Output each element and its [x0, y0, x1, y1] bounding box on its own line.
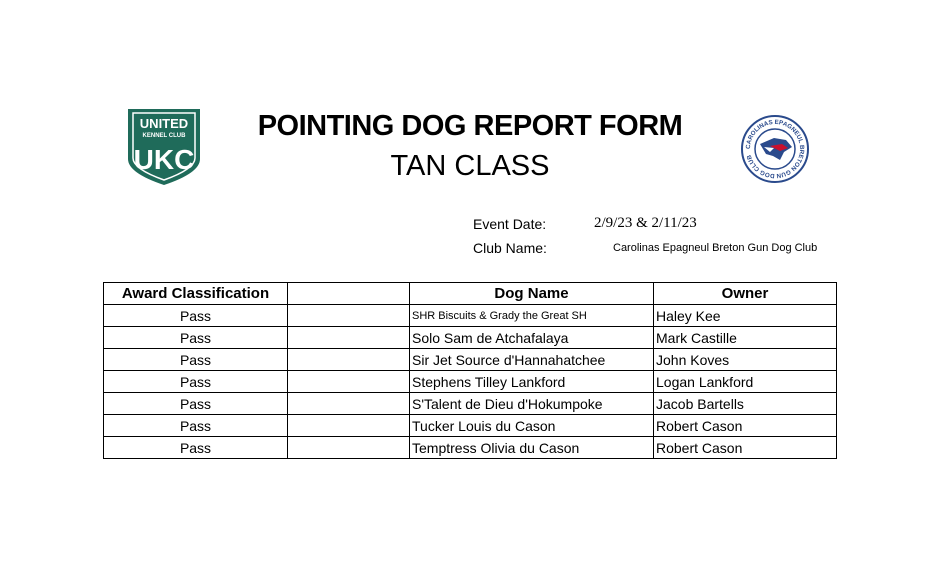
award-cell: Pass: [104, 437, 288, 459]
header-owner: Owner: [654, 283, 837, 305]
header-blank: [288, 283, 410, 305]
blank-cell: [288, 415, 410, 437]
blank-cell: [288, 327, 410, 349]
page-subtitle: TAN CLASS: [390, 150, 550, 182]
owner-cell: Logan Lankford: [654, 371, 837, 393]
blank-cell: [288, 393, 410, 415]
ukc-logo: [125, 107, 203, 187]
header-dog-name: Dog Name: [410, 283, 654, 305]
table-row: [104, 415, 837, 437]
blank-cell: [288, 371, 410, 393]
table-row: [104, 305, 837, 327]
page-title: POINTING DOG REPORT FORM: [257, 110, 683, 142]
owner-cell: John Koves: [654, 349, 837, 371]
dog-name-cell: S'Talent de Dieu d'Hokumpoke: [410, 393, 654, 415]
award-cell: Pass: [104, 371, 288, 393]
dog-name-cell: Sir Jet Source d'Hannahatchee: [410, 349, 654, 371]
blank-cell: [288, 349, 410, 371]
owner-cell: Mark Castille: [654, 327, 837, 349]
owner-cell: Robert Cason: [654, 437, 837, 459]
blank-cell: [288, 305, 410, 327]
header-award-classification: Award Classification: [104, 283, 288, 305]
table-row: [104, 349, 837, 371]
award-cell: Pass: [104, 305, 288, 327]
award-cell: Pass: [104, 415, 288, 437]
table-row: [104, 371, 837, 393]
results-table: [103, 282, 837, 459]
table-row: [104, 393, 837, 415]
dog-name-cell: Solo Sam de Atchafalaya: [410, 327, 654, 349]
award-cell: Pass: [104, 349, 288, 371]
award-cell: Pass: [104, 393, 288, 415]
club-emblem-icon: [740, 114, 810, 184]
owner-cell: Haley Kee: [654, 305, 837, 327]
dog-name-cell: Stephens Tilley Lankford: [410, 371, 654, 393]
ukc-word-united: UNITED: [139, 116, 189, 131]
club-name-value: Carolinas Epagneul Breton Gun Dog Club: [613, 242, 818, 254]
dog-name-cell: Temptress Olivia du Cason: [410, 437, 654, 459]
ukc-mark: UKC: [133, 144, 195, 175]
table-header-row: [104, 283, 837, 305]
blank-cell: [288, 437, 410, 459]
event-date-label: Event Date:: [473, 216, 547, 232]
dog-name-cell: SHR Biscuits & Grady the Great SH: [410, 305, 654, 327]
event-date-value: 2/9/23 & 2/11/23: [594, 215, 697, 231]
ukc-word-kennel-club: KENNEL CLUB: [142, 133, 186, 139]
club-name-label: Club Name:: [473, 240, 547, 256]
club-logo: [740, 114, 810, 184]
table-row: [104, 327, 837, 349]
ukc-shield-icon: [125, 107, 203, 187]
dog-name-cell: Tucker Louis du Cason: [410, 415, 654, 437]
owner-cell: Jacob Bartells: [654, 393, 837, 415]
club-ring-text: CAROLINAS EPAGNEUL BRETON GUN DOG CLUB: [744, 118, 806, 180]
award-cell: Pass: [104, 327, 288, 349]
table-row: [104, 437, 837, 459]
owner-cell: Robert Cason: [654, 415, 837, 437]
